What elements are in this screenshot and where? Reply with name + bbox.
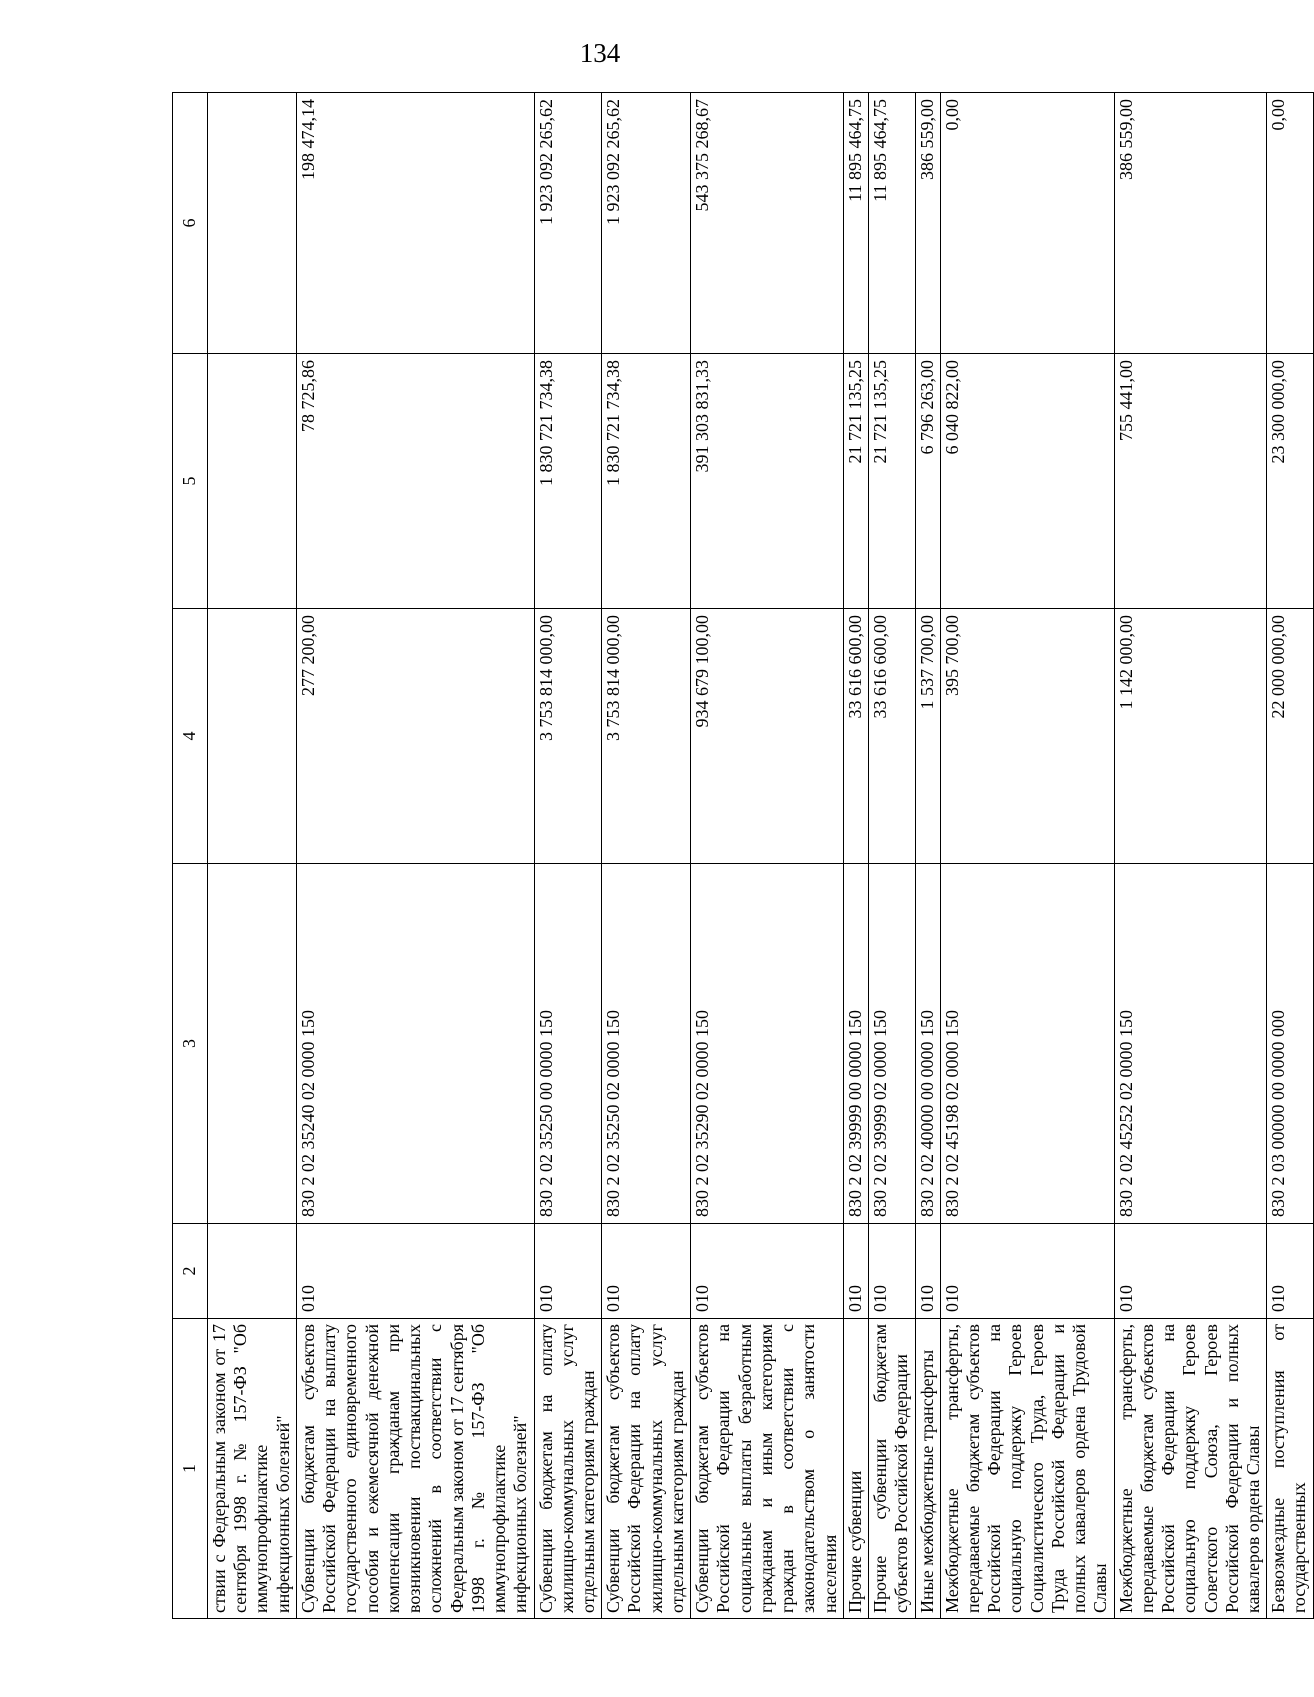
row-name: Безвозмездные поступления от государственных [1267, 1319, 1313, 1619]
row-plan [208, 609, 297, 864]
row-kbk: 830 2 02 35250 00 0000 150 [534, 864, 602, 1224]
row-name: Иные межбюджетные трансферты [915, 1319, 940, 1619]
table-row [1267, 93, 1313, 1619]
row-fact: 6 796 263,00 [915, 354, 940, 609]
row-kbk: 830 2 02 45198 02 0000 150 [940, 864, 1114, 1224]
table-row [534, 93, 602, 1619]
page-number: 134 [579, 38, 621, 68]
row-plan: 277 200,00 [296, 609, 534, 864]
budget-table [172, 92, 1314, 1619]
table-row [602, 93, 691, 1619]
row-name: Межбюджетные трансферты, передаваемые бюджетам субъектов Российской Федерации на социальную поддержку Героев Социалистического Труда, Героев Труда Российской Федерации и полных кавалеров ордена Трудовой Славы [940, 1319, 1114, 1619]
row-plan: 934 679 100,00 [691, 609, 844, 864]
row-plan: 33 616 600,00 [869, 609, 915, 864]
row-code [208, 1224, 297, 1319]
row-code: 010 [1114, 1224, 1267, 1319]
row-fact: 1 830 721 734,38 [534, 354, 602, 609]
row-name: Прочие субвенции бюджетам субъектов Российской Федерации [869, 1319, 915, 1619]
row-diff: 0,00 [1267, 93, 1313, 354]
row-code: 010 [691, 1224, 844, 1319]
table-row [843, 93, 868, 1619]
row-fact: 391 303 831,33 [691, 354, 844, 609]
row-kbk: 830 2 02 45252 02 0000 150 [1114, 864, 1267, 1224]
row-kbk: 830 2 03 00000 00 0000 000 [1267, 864, 1313, 1224]
row-code: 010 [915, 1224, 940, 1319]
table-row [869, 93, 915, 1619]
row-kbk: 830 2 02 39999 02 0000 150 [869, 864, 915, 1224]
row-plan: 1 142 000,00 [1114, 609, 1267, 864]
row-kbk: 830 2 02 35240 02 0000 150 [296, 864, 534, 1224]
row-plan: 395 700,00 [940, 609, 1114, 864]
table-row [296, 93, 534, 1619]
row-fact: 6 040 822,00 [940, 354, 1114, 609]
row-plan: 3 753 814 000,00 [602, 609, 691, 864]
table-row [940, 93, 1114, 1619]
column-header: 4 [173, 609, 208, 864]
row-code: 010 [534, 1224, 602, 1319]
row-name: Прочие субвенции [843, 1319, 868, 1619]
row-fact: 21 721 135,25 [843, 354, 868, 609]
row-kbk: 830 2 02 35290 02 0000 150 [691, 864, 844, 1224]
column-header: 1 [173, 1319, 208, 1619]
row-name: Субвенции бюджетам субъектов Российской Федерации на выплату государственного единовременного пособия и ежемесячной денежной компенсации гражданам при возникновении поствакцинальных осложнений в соответствии с Федеральным законом от 17 сентября 1998 г. № 157-ФЗ "Об иммунопрофилактике инфекционных болезней" [296, 1319, 534, 1619]
table-row [691, 93, 844, 1619]
row-code: 010 [940, 1224, 1114, 1319]
row-fact: 78 725,86 [296, 354, 534, 609]
row-plan: 3 753 814 000,00 [534, 609, 602, 864]
row-plan: 22 000 000,00 [1267, 609, 1313, 864]
row-code: 010 [602, 1224, 691, 1319]
row-fact [208, 354, 297, 609]
row-fact: 1 830 721 734,38 [602, 354, 691, 609]
row-code: 010 [1267, 1224, 1313, 1319]
row-name: ствии с Федеральным законом от 17 сентября 1998 г. № 157-ФЗ "Об иммунопрофилактике инфекционных болезней" [208, 1319, 297, 1619]
row-kbk: 830 2 02 40000 00 0000 150 [915, 864, 940, 1224]
row-code: 010 [843, 1224, 868, 1319]
row-diff: 0,00 [940, 93, 1114, 354]
row-plan: 1 537 700,00 [915, 609, 940, 864]
row-diff: 11 895 464,75 [843, 93, 868, 354]
row-diff: 11 895 464,75 [869, 93, 915, 354]
column-header: 3 [173, 864, 208, 1224]
column-header: 5 [173, 354, 208, 609]
row-diff [208, 93, 297, 354]
row-code: 010 [296, 1224, 534, 1319]
row-kbk: 830 2 02 39999 00 0000 150 [843, 864, 868, 1224]
row-diff: 198 474,14 [296, 93, 534, 354]
row-diff: 543 375 268,67 [691, 93, 844, 354]
row-name: Субвенции бюджетам субъектов Российской Федерации на оплату жилищно-коммунальных услуг отдельным категориям граждан [602, 1319, 691, 1619]
row-name: Межбюджетные трансферты, передаваемые бюджетам субъектов Российской Федерации на социальную поддержку Героев Советского Союза, Героев Российской Федерации и полных кавалеров ордена Славы [1114, 1319, 1267, 1619]
row-kbk [208, 864, 297, 1224]
row-name: Субвенции бюджетам на оплату жилищно-коммунальных услуг отдельным категориям граждан [534, 1319, 602, 1619]
row-plan: 33 616 600,00 [843, 609, 868, 864]
row-fact: 23 300 000,00 [1267, 354, 1313, 609]
row-kbk: 830 2 02 35250 02 0000 150 [602, 864, 691, 1224]
row-name: Субвенции бюджетам субъектов Российской Федерации на социальные выплаты безработным гражданам и иным категориям граждан в соответствии с законодательством о занятости населения [691, 1319, 844, 1619]
column-header: 2 [173, 1224, 208, 1319]
row-diff: 386 559,00 [915, 93, 940, 354]
row-diff: 1 923 092 265,62 [602, 93, 691, 354]
row-fact: 755 441,00 [1114, 354, 1267, 609]
header-row [173, 93, 208, 1619]
row-diff: 386 559,00 [1114, 93, 1267, 354]
column-header: 6 [173, 93, 208, 354]
table-row [1114, 93, 1267, 1619]
table-row [915, 93, 940, 1619]
row-code: 010 [869, 1224, 915, 1319]
row-diff: 1 923 092 265,62 [534, 93, 602, 354]
rotated-table-wrapper [172, 93, 1310, 1619]
row-fact: 21 721 135,25 [869, 354, 915, 609]
table-row [208, 93, 297, 1619]
